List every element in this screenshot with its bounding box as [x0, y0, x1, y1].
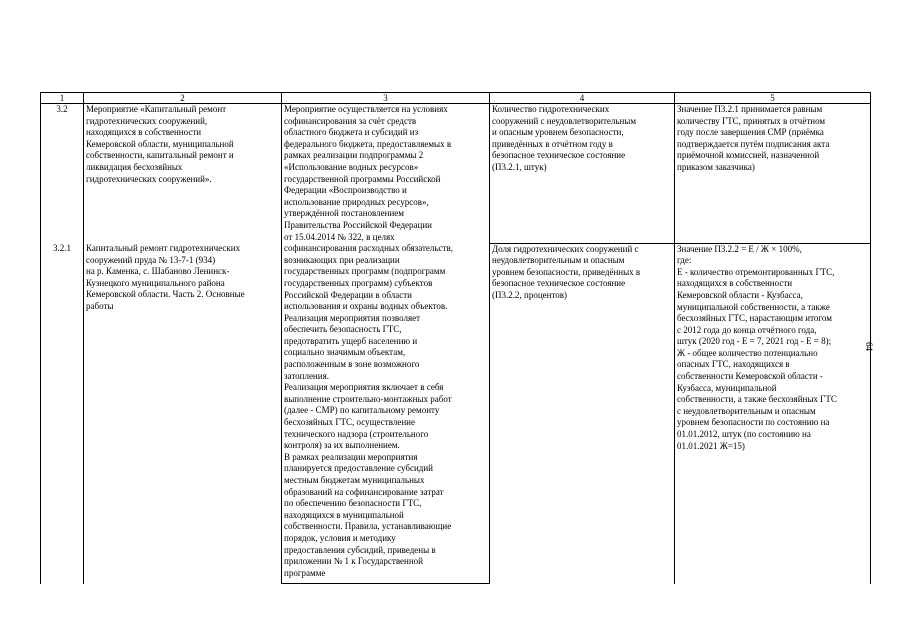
- program-table: [40, 92, 874, 584]
- header-col-2: 2: [84, 93, 282, 104]
- measure-name: Капитальный ремонт гидротехнических сооружений пруда № 13-7-1 (934) на р. Каменка, с. Шабаново Ленинск- Кузнецкого муниципального района Кемеровской области. Часть 2. Основные работы: [84, 243, 282, 584]
- header-col-1: 1: [41, 93, 84, 104]
- indicator-name: Доля гидротехнических сооружений с неудовлетворительным и опасным уровнем безопасности, приведённых в безопасное техническое состояние (П3.2.2, процентов): [490, 243, 675, 584]
- header-col-4: 4: [490, 93, 675, 104]
- table-row: [41, 104, 871, 244]
- header-col-5: 5: [675, 93, 871, 104]
- calculation-method: Значение П3.2.1 принимается равным количеству ГТС, принятых в отчётном году после завершения СМР (приёмка подтверждается путём подписания акта приёмочной комиссией, назначенной приказом заказчика): [675, 104, 871, 244]
- calculation-method: Значение П3.2.2 = Е / Ж × 100%, где: Е - количество отремонтированных ГТС, находящихся в собственности Кемеровской области - Кузбасса, муниципальной собственности, а также бесхозяйных ГТС, нарастающим итогом с 2012 года до конца отчётного года, штук (2020 год - Е = 7, 2021 год - Е = 8); Ж - общее количество потенциально опасных ГТС, находящихся в собственности Кемеровской области - Кузбасса, муниципальной собственности, а также бесхозяйных ГТС с неудовлетворительным и опасным уровнем безопасности по состоянию на 01.01.2012, штук (по состоянию на 01.01.2021 Ж=15): [675, 243, 871, 584]
- header-row: [41, 93, 871, 104]
- page-number: 64: [864, 342, 874, 351]
- indicator-name: Количество гидротехнических сооружений с неудовлетворительным и опасным уровнем безопасности, приведённых в отчётном году в безопасное техническое состояние (П3.2.1, штук): [490, 104, 675, 244]
- measure-name: Мероприятие «Капитальный ремонт гидротехнических сооружений, находящихся в собственности Кемеровской области, муниципальной собственности, капитальный ремонт и ликвидация бесхозяйных гидротехнических сооружений».: [84, 104, 282, 244]
- row-number: 3.2.1: [41, 243, 84, 584]
- header-col-3: 3: [282, 93, 490, 104]
- measure-description: Мероприятие осуществляется на условиях софинансирования за счёт средств областного бюджета и субсидий из федерального бюджета, предоставляемых в рамках реализации подпрограммы 2 «Использование водных ресурсов» государственной программы Российской Федерации «Воспроизводство и использование природных ресурсов», утверждённой постановлением Правительства Российской Федерации от 15.04.2014 № 322, в целях софинансирования расходных обязательств, возникающих при реализации государственных программ (подпрограмм государственных программ) субъектов Российской Федерации в области использования и охраны водных объектов. Реализация мероприятия позволяет обеспечить безопасность ГТС, предотвратить ущерб населению и социально значимым объектам, расположенным в зоне возможного затопления. Реализация мероприятия включает в себя выполнение строительно-монтажных работ (далее - СМР) по капитальному ремонту бесхозяйных ГТС, осуществление технического надзора (строительного контроля) за их выполнением. В рамках реализации мероприятия планируется предоставление субсидий местным бюджетам муниципальных образований на софинансирование затрат по обеспечению безопасности ГТС, находящихся в муниципальной собственности. Правила, устанавливающие порядок, условия и методику предоставления субсидий, приведены в приложении № 1 к Государственной программе: [282, 104, 490, 584]
- row-number: 3.2: [41, 104, 84, 244]
